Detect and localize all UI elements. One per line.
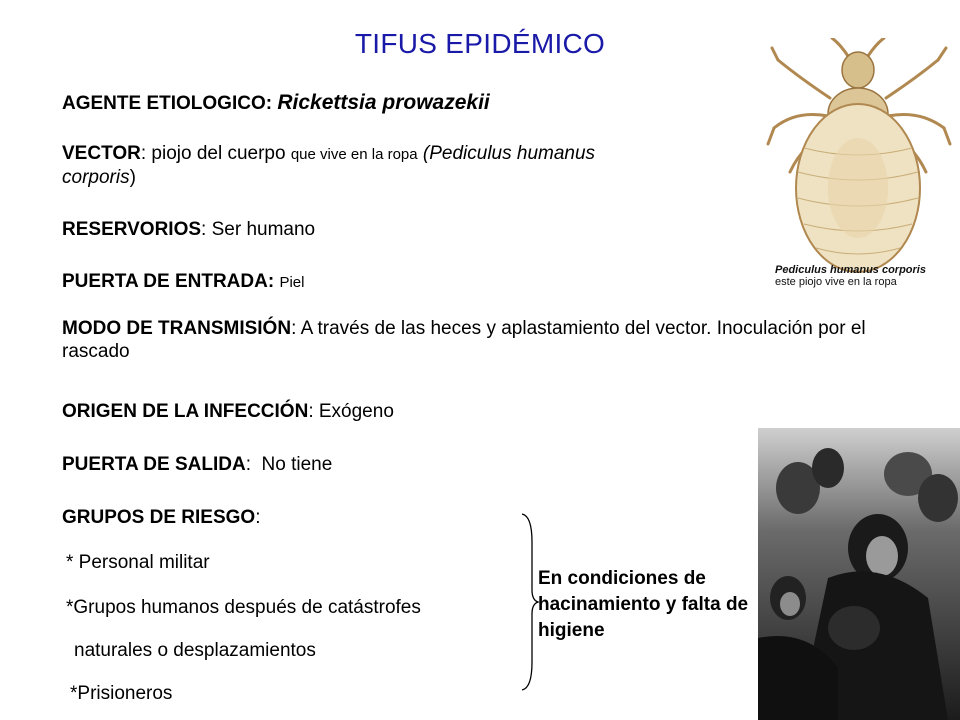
origen-label: ORIGEN DE LA INFECCIÓN — [62, 401, 309, 422]
vector-text2: que vive en la ropa — [290, 146, 418, 163]
modo-row: MODO DE TRANSMISIÓN: A través de las heces y aplastamiento del vector. Inoculación por el rascado — [62, 318, 866, 362]
louse-caption-species: Pediculus humanus corporis — [775, 264, 926, 276]
puerta-salida-row: PUERTA DE SALIDA: No tiene — [62, 454, 333, 475]
agente-row: AGENTE ETIOLOGICO: Rickettsia prowazekii — [62, 91, 490, 114]
grupos-item: naturales o desplazamientos — [74, 640, 316, 661]
puerta-entrada-row — [62, 270, 304, 294]
vector-text4: corporis — [62, 167, 130, 188]
reservorios-row: RESERVORIOS: Ser humano — [62, 219, 316, 240]
origen-row: ORIGEN DE LA INFECCIÓN: Exógeno — [62, 401, 394, 422]
origen-value: Exógeno — [318, 401, 394, 422]
vector-row: VECTOR: piojo del cuerpo que vive en la ropa (Pediculus humanus corporis) — [62, 143, 596, 188]
reservorios-value: Ser humano — [211, 219, 316, 240]
grupos-item: *Prisioneros — [70, 683, 173, 704]
slide-title: TIFUS EPIDÉMICO — [354, 28, 606, 59]
brace-note: En condiciones de hacinamiento y falta de higiene — [538, 568, 749, 641]
modo-value: A través de las heces y aplastamiento del vector. Inoculación por el rascado — [62, 318, 866, 362]
puerta-entrada-value: Piel — [279, 274, 305, 291]
puerta-salida-value: No tiene — [261, 454, 333, 475]
historical-photo — [758, 428, 960, 720]
puerta-entrada-label: PUERTA DE ENTRADA: — [62, 271, 275, 292]
reservorios-label: RESERVORIOS — [62, 219, 202, 240]
modo-label: MODO DE TRANSMISIÓN — [62, 318, 292, 339]
grouping-brace — [518, 512, 540, 692]
agente-value: Rickettsia prowazekii — [277, 91, 490, 114]
louse-caption — [775, 264, 960, 288]
puerta-salida-label: PUERTA DE SALIDA — [62, 454, 246, 475]
grupos-row: GRUPOS DE RIESGO: — [62, 507, 261, 528]
grupos-item: *Grupos humanos después de catástrofes — [66, 597, 421, 618]
louse-image — [760, 38, 956, 290]
vector-text1: piojo del cuerpo — [151, 143, 286, 164]
vector-label: VECTOR — [62, 143, 141, 164]
vector-text5: ) — [129, 167, 136, 188]
agente-label: AGENTE ETIOLOGICO — [62, 93, 266, 114]
grupos-item: * Personal militar — [66, 552, 210, 573]
louse-caption-desc: este piojo vive en la ropa — [775, 276, 897, 288]
grupos-label: GRUPOS DE RIESGO — [62, 507, 256, 528]
vector-text3: (Pediculus humanus — [422, 143, 596, 164]
